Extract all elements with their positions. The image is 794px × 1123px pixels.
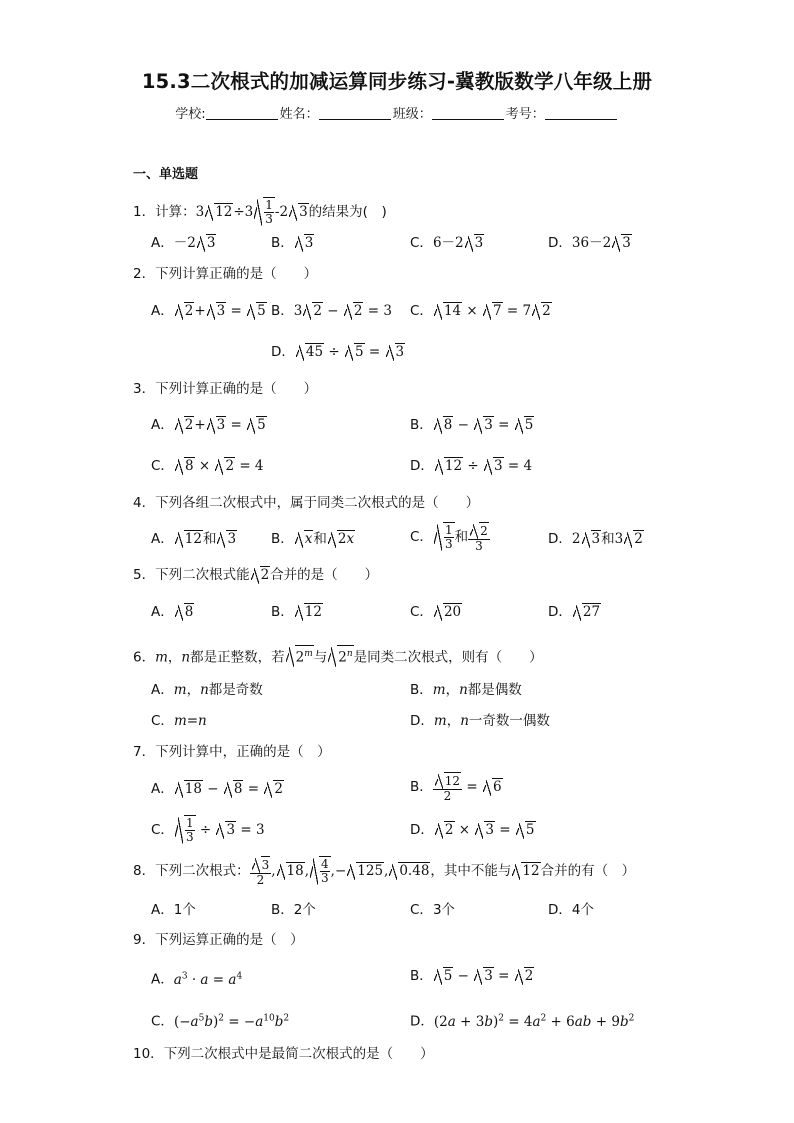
option-letter: C． — [410, 303, 433, 319]
q1-tail: 的结果为( ) — [308, 204, 387, 220]
option-letter: D． — [410, 822, 434, 838]
question-10 — [133, 1045, 434, 1063]
q9-option-d[interactable]: D．$(2a + 3b)^2 = 4a^2 + 6ab + 9b^2$ — [410, 1013, 635, 1030]
option-letter: D． — [271, 344, 295, 360]
name-label: 姓名： — [279, 107, 319, 122]
q7-stem: 下列计算中，正确的是（ ） — [155, 744, 331, 760]
option-letter: C． — [151, 713, 174, 729]
option-text: 1个 — [173, 902, 196, 918]
q6-option-c[interactable] — [151, 712, 207, 730]
school-blank[interactable] — [206, 106, 278, 120]
option-letter: C． — [410, 902, 433, 918]
q5-stem-pre: 下列二次根式能 — [155, 567, 250, 583]
option-text: m=n — [173, 713, 207, 729]
q4-option-a[interactable]: A． 12和 3 — [151, 531, 237, 547]
q4-number: 4． — [133, 495, 156, 511]
question-2 — [133, 265, 317, 283]
q7-option-d[interactable]: D． 2 × 3 = 5 — [410, 822, 535, 838]
id-blank[interactable] — [545, 106, 617, 120]
q1-option-a[interactable]: A．－2 3 — [151, 235, 216, 251]
q2-stem: 下列计算正确的是（ ） — [155, 266, 318, 282]
id-label: 考号： — [505, 107, 545, 122]
option-letter: A． — [151, 682, 174, 698]
and-word: 和 — [454, 529, 469, 545]
option-letter: A． — [151, 971, 174, 988]
option-letter: B． — [271, 303, 294, 319]
q2-option-c[interactable]: C． 14 × 7 = 7 2 — [410, 303, 551, 319]
q7-number: 7． — [133, 744, 156, 760]
q4-option-c[interactable]: C． $\frac{1}{3}$ 和 $\frac{2}{3}$ — [410, 523, 488, 553]
q1-number: 1． — [133, 204, 156, 220]
option-letter: C． — [410, 604, 433, 620]
q9-option-a[interactable]: A．$a^3 \cdot a = a^4$ — [151, 971, 243, 988]
q8-stem-post-a: ，其中不能与 — [430, 863, 512, 879]
q4-option-b[interactable]: B． x和 2x — [271, 531, 355, 547]
q5-option-b[interactable]: B． 12 — [271, 604, 322, 620]
section-heading: 一、单选题 — [133, 167, 199, 182]
q6-number: 6． — [133, 649, 156, 666]
option-letter: B． — [410, 968, 433, 984]
q1-option-d[interactable]: D．36－2 3 — [548, 235, 631, 251]
class-blank[interactable] — [432, 106, 504, 120]
option-letter: C． — [151, 1013, 174, 1030]
q3-number: 3． — [133, 381, 156, 397]
option-text: 4个 — [571, 902, 594, 918]
q6-option-b[interactable]: B．m，n都是偶数 — [410, 682, 522, 698]
option-text: 3个 — [432, 902, 456, 918]
page-title: 15.3二次根式的加减运算同步练习-冀教版数学八年级上册 — [141, 70, 653, 93]
option-text: 都是偶数 — [467, 682, 522, 698]
option-letter: A． — [151, 417, 174, 433]
q7-option-a[interactable]: A． 18 − 8 = 2 — [151, 781, 283, 797]
q3-option-c[interactable]: C． 8 × 2 = 4 — [151, 458, 264, 474]
q8-stem: 下列二次根式： — [155, 863, 250, 879]
option-letter: D． — [410, 458, 434, 474]
q6-option-d[interactable]: D．m，n一奇数一偶数 — [410, 713, 550, 729]
option-letter: C． — [151, 822, 174, 838]
q10-number: 10． — [133, 1046, 164, 1062]
q1-option-b[interactable]: B． 3 — [271, 235, 314, 251]
and-word: 和 — [313, 531, 327, 547]
q9-option-c[interactable]: C．$(-a^5b)^2 = -a^{10}b^2$ — [151, 1013, 290, 1030]
q8-stem-post-b: 合并的有（ ） — [540, 863, 636, 879]
option-letter: D． — [548, 902, 572, 918]
option-letter: B． — [271, 604, 294, 620]
q10-stem: 下列二次根式中是最简二次根式的是（ ） — [163, 1046, 434, 1062]
question-8: 8．下列二次根式： $\frac{3}{2}$ , 18, $\frac{4}{3}$ ,− 125, 0.48，其中不能与 12合并的有（ ） — [133, 857, 636, 887]
q3-option-a[interactable]: A． 2+ 3 = 5 — [151, 417, 266, 433]
q5-number: 5． — [133, 567, 156, 583]
option-letter: B． — [271, 531, 294, 547]
q4-option-d[interactable]: D．2 3和3 2 — [548, 531, 643, 547]
q5-option-c[interactable]: C． 20 — [410, 604, 462, 620]
class-label: 班级： — [392, 107, 432, 122]
q9-option-b[interactable]: B． 5 − 3 = 2 — [410, 968, 534, 984]
option-text: 一奇数一偶数 — [468, 713, 550, 729]
q4-stem: 下列各组二次根式中，属于同类二次根式的是（ ） — [155, 495, 480, 511]
q8-option-a[interactable] — [151, 901, 196, 919]
q9-stem: 下列运算正确的是（ ） — [155, 932, 304, 948]
option-letter: A． — [151, 303, 174, 319]
option-letter: A． — [151, 235, 174, 251]
q2-number: 2． — [133, 266, 156, 282]
q6-option-a[interactable]: A．m，n都是奇数 — [151, 682, 263, 698]
q6-stem-b: 与 — [313, 649, 328, 666]
q2-option-d[interactable]: D． 45 ÷ 5 = 3 — [271, 344, 405, 360]
q3-stem: 下列计算正确的是（ ） — [155, 381, 318, 397]
q1-stem: 计算： — [155, 204, 196, 220]
q3-option-d[interactable]: D． 12 ÷ 3 = 4 — [410, 458, 533, 474]
name-blank[interactable] — [319, 106, 391, 120]
q9-number: 9． — [133, 932, 156, 948]
q5-option-d[interactable]: D． 27 — [548, 604, 601, 620]
option-letter: A． — [151, 781, 174, 797]
q3-option-b[interactable]: B． 8 − 3 = 5 — [410, 417, 534, 433]
q5-option-a[interactable]: A． 8 — [151, 604, 194, 620]
student-info-line — [0, 103, 794, 122]
question-7 — [133, 743, 331, 761]
question-9 — [133, 931, 304, 949]
question-5: 5．下列二次根式能 2合并的是（ ） — [133, 567, 379, 583]
option-letter: C． — [410, 529, 433, 545]
option-text: 都是奇数 — [208, 682, 263, 698]
q5-stem-post: 合并的是（ ） — [270, 567, 379, 583]
q1-expression: 3 12÷3 $\frac{1}{3}$ -2 3 — [195, 198, 308, 226]
question-4 — [133, 494, 479, 512]
q1-option-c[interactable]: C．6－2 3 — [410, 235, 484, 251]
question-1 — [133, 197, 387, 226]
and-word: 和 — [202, 531, 217, 547]
question-3 — [133, 380, 317, 398]
option-letter: D． — [410, 713, 434, 729]
q6-stem-c: 是同类二次根式，则有（ ） — [353, 649, 543, 666]
q2-option-a[interactable]: A． 2+ 3 = 5 — [151, 303, 266, 319]
option-text: 2个 — [293, 902, 316, 918]
q2-option-b[interactable]: B．3 2 − 2 = 3 — [271, 303, 392, 319]
option-letter: D． — [548, 531, 572, 547]
option-letter: B． — [271, 902, 294, 918]
option-letter: D． — [548, 235, 572, 251]
q6-stem-a: 都是正整数，若 — [190, 649, 285, 666]
and-word: 和 — [601, 531, 615, 547]
q8-option-d[interactable] — [548, 901, 594, 919]
option-letter: D． — [548, 604, 572, 620]
q8-number: 8． — [133, 863, 156, 879]
q7-option-b[interactable]: B． $\frac{12}{2}$ = 6 — [410, 774, 502, 803]
option-letter: C． — [151, 458, 174, 474]
option-letter: D． — [410, 1013, 434, 1030]
option-letter: B． — [271, 235, 294, 251]
q7-option-c[interactable]: C． $\frac{1}{3}$ ÷ 3 = 3 — [151, 816, 265, 844]
option-letter: C． — [410, 235, 433, 251]
option-letter: A． — [151, 902, 174, 918]
option-letter: B． — [410, 779, 433, 795]
question-6: 6．m，n都是正整数，若 2$^m$与 2$^n$是同类二次根式，则有（ ） — [133, 645, 543, 667]
q8-option-c[interactable] — [410, 901, 455, 919]
q8-option-b[interactable] — [271, 901, 316, 919]
option-letter: B． — [410, 682, 433, 698]
school-label: 学校: — [175, 107, 206, 122]
option-letter: A． — [151, 604, 174, 620]
option-letter: A． — [151, 531, 174, 547]
option-letter: B． — [410, 417, 433, 433]
